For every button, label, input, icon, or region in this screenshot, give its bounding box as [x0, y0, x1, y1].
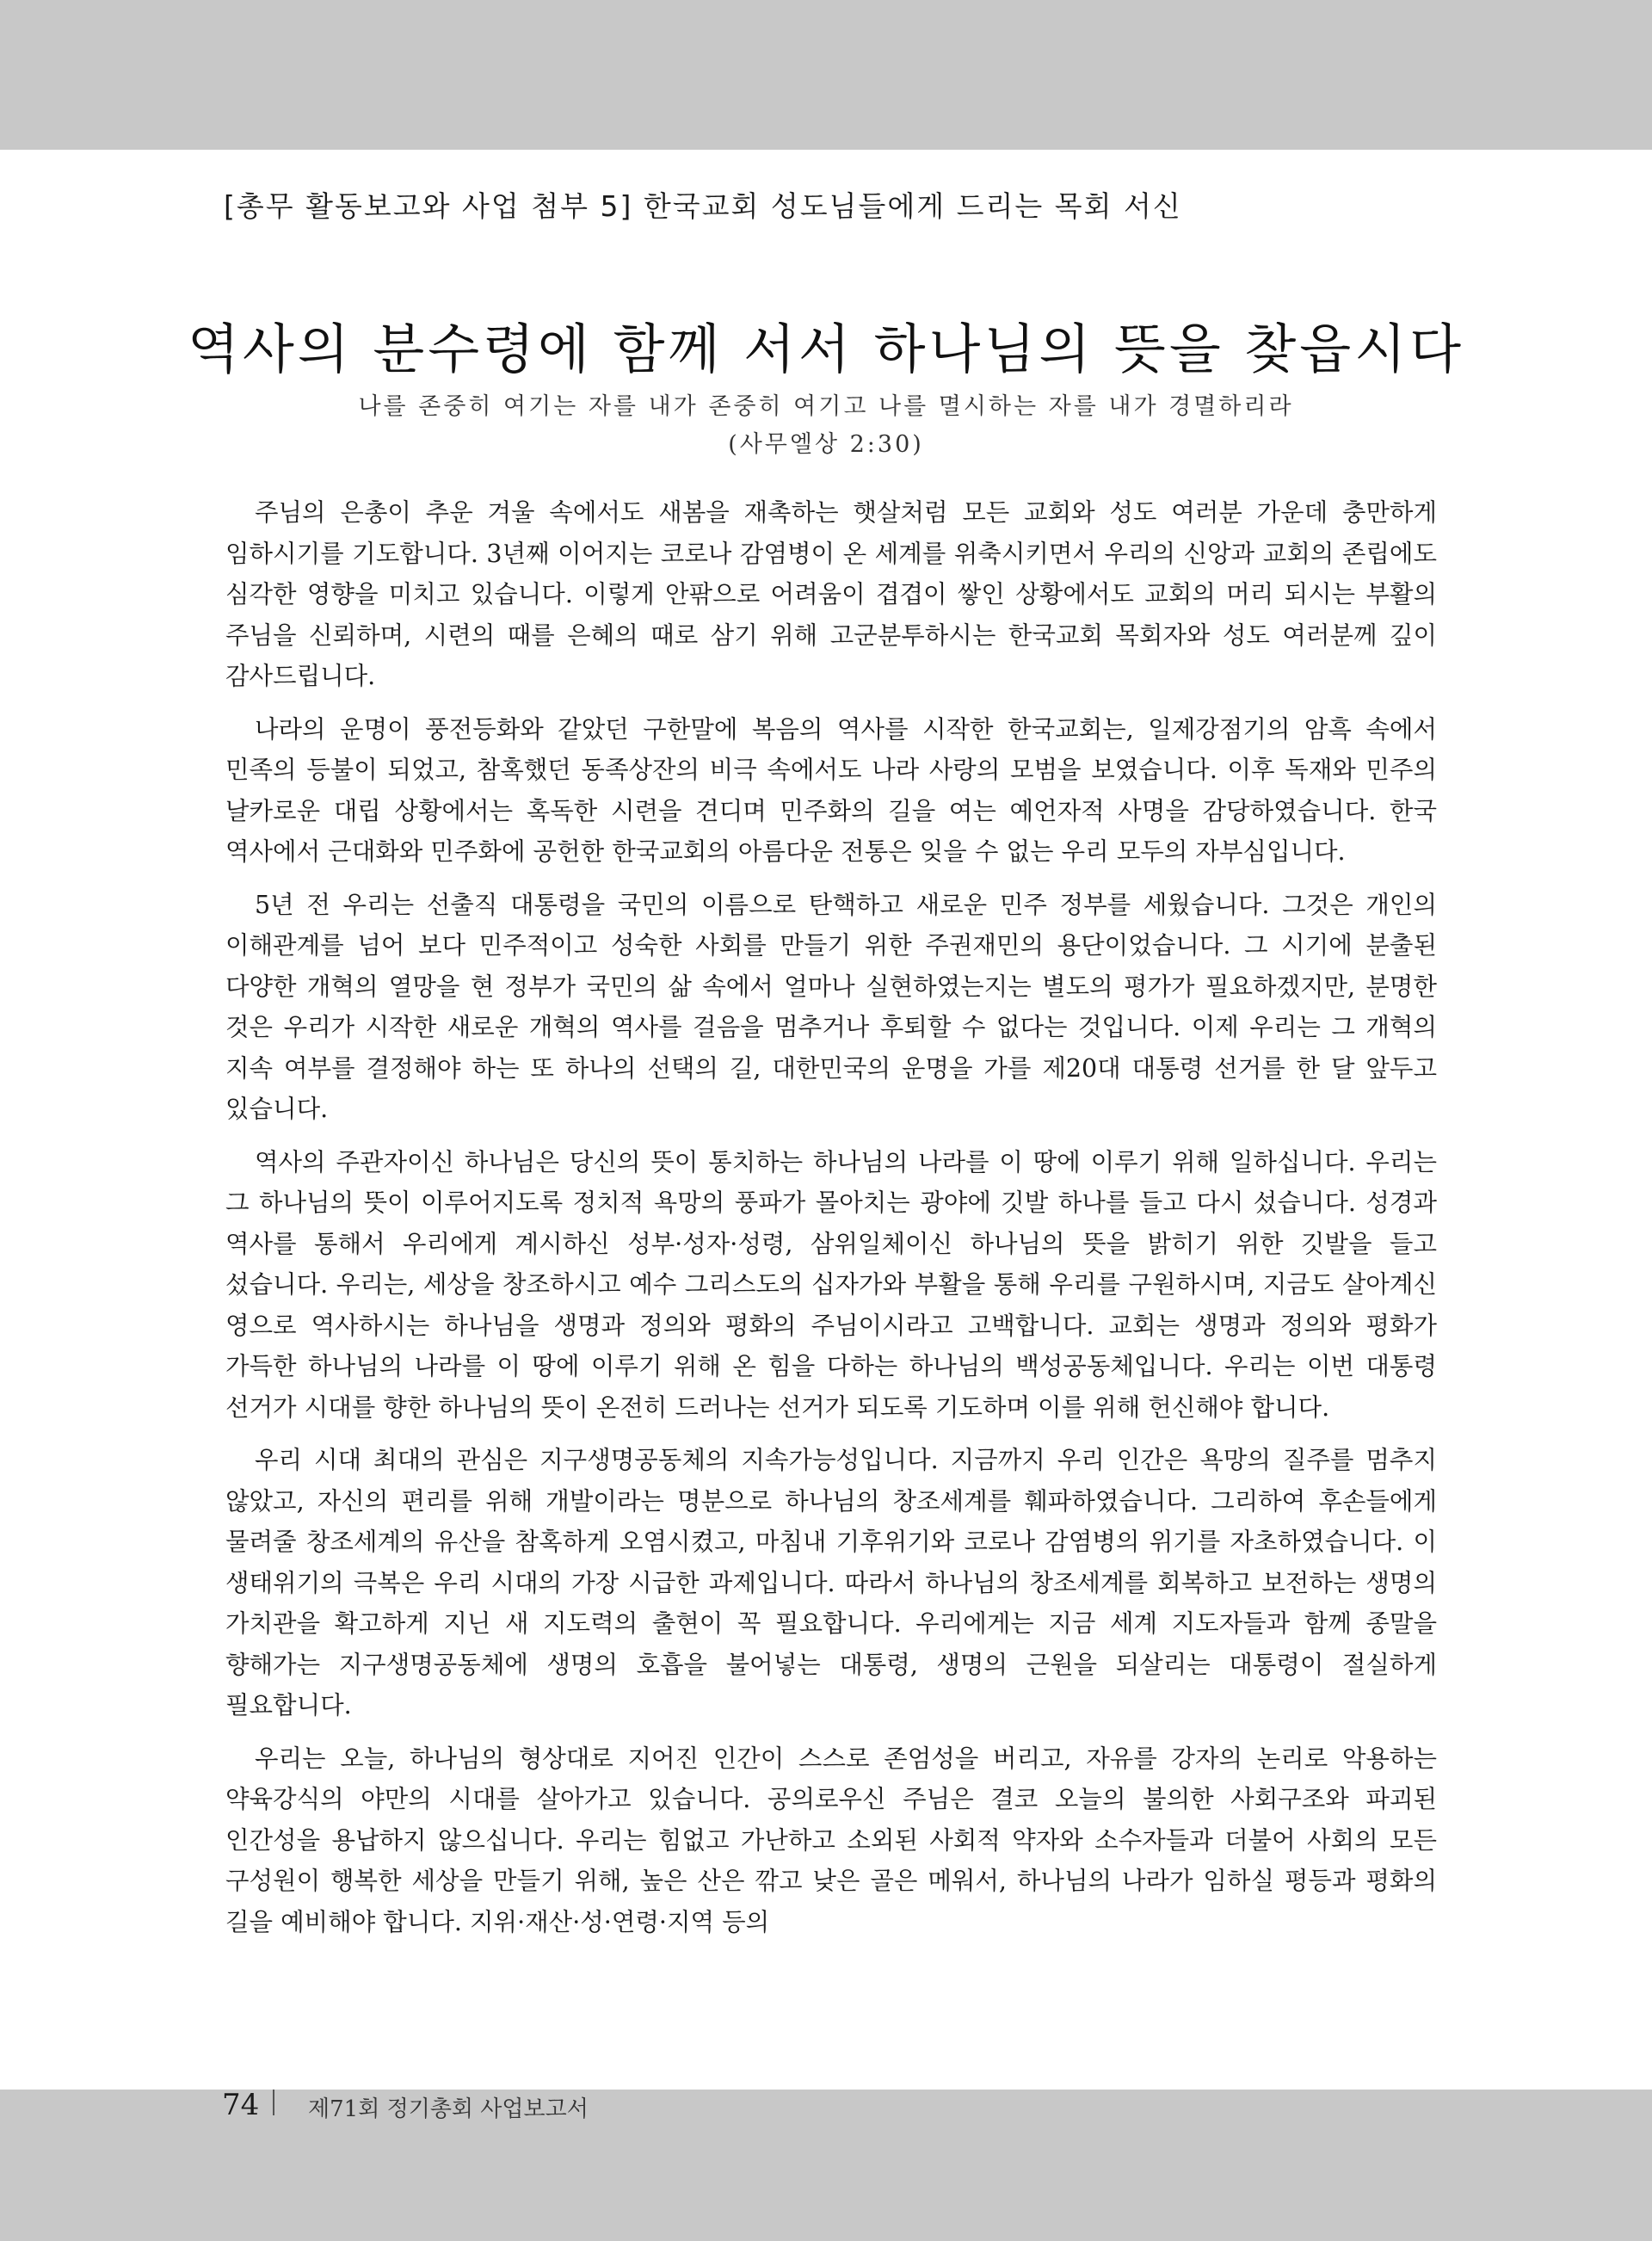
- body-paragraph: 우리는 오늘, 하나님의 형상대로 지어진 인간이 스스로 존엄성을 버리고, 자유를 강자의 논리로 악용하는 약육강식의 야만의 시대를 살아가고 있습니다. 공의로우신 주님은 결코 오늘의 불의한 사회구조와 파괴된 인간성을 용납하지 않으십니다. 우리는 힘없고 가난하고 소외된 사회적 약자와 소수자들과 더불어 사회의 모든 구성원이 행복한 세상을 만들기 위해, 높은 산은 깎고 낮은 골은 메워서, 하나님의 나라가 임하실 평등과 평화의 길을 예비해야 합니다. 지위·재산·성·연령·지역 등의: [225, 1744, 1437, 1936]
- report-title: 제71회 정기총회 사업보고서: [308, 2096, 589, 2122]
- body-paragraph: 우리 시대 최대의 관심은 지구생명공동체의 지속가능성입니다. 지금까지 우리 인간은 욕망의 질주를 멈추지 않았고, 자신의 편리를 위해 개발이라는 명분으로 하나님의 창조세계를 훼파하였습니다. 그리하여 후손들에게 물려줄 창조세계의 유산을 참혹하게 오염시켰고, 마침내 기후위기와 코로나 감염병의 위기를 자초하였습니다. 이 생태위기의 극복은 우리 시대의 가장 시급한 과제입니다. 따라서 하나님의 창조세계를 회복하고 보전하는 생명의 가치관을 확고하게 지닌 새 지도력의 출현이 꼭 필요합니다. 우리에게는 지금 세계 지도자들과 함께 종말을 향해가는 지구생명공동체에 생명의 호흡을 불어넣는 대통령, 생명의 근원을 되살리는 대통령이 절실하게 필요합니다.: [225, 1446, 1437, 1719]
- epigraph: [0, 388, 1652, 464]
- body-paragraph: 주님의 은총이 추운 겨울 속에서도 새봄을 재촉하는 햇살처럼 모든 교회와 성도 여러분 가운데 충만하게 임하시기를 기도합니다. 3년째 이어지는 코로나 감염병이 온 세계를 위축시키면서 우리의 신앙과 교회의 존립에도 심각한 영향을 미치고 있습니다. 이렇게 안팎으로 어려움이 겹겹이 쌓인 상황에서도 교회의 머리 되시는 부활의 주님을 신뢰하며, 시련의 때를 은혜의 때로 삼기 위해 고군분투하시는 한국교회 목회자와 성도 여러분께 깊이 감사드립니다.: [225, 498, 1437, 690]
- body-paragraph: 역사의 주관자이신 하나님은 당신의 뜻이 통치하는 하나님의 나라를 이 땅에 이루기 위해 일하십니다. 우리는 그 하나님의 뜻이 이루어지도록 정치적 욕망의 풍파가 몰아치는 광야에 깃발 하나를 들고 다시 섰습니다. 성경과 역사를 통해서 우리에게 계시하신 성부·성자·성령, 삼위일체이신 하나님의 뜻을 밝히기 위한 깃발을 들고 섰습니다. 우리는, 세상을 창조하시고 예수 그리스도의 십자가와 부활을 통해 우리를 구원하시며, 지금도 살아계신 영으로 역사하시는 하나님을 생명과 정의와 평화의 주님이시라고 고백합니다. 교회는 생명과 정의와 평화가 가득한 하나님의 나라를 이 땅에 이루기 위해 온 힘을 다하는 하나님의 백성공동체입니다. 우리는 이번 대통령 선거가 시대를 향한 하나님의 뜻이 온전히 드러나는 선거가 되도록 기도하며 이를 위해 헌신해야 합니다.: [225, 1147, 1437, 1422]
- page-title: 역사의 분수령에 함께 서서 하나님의 뜻을 찾읍시다: [188, 318, 1464, 380]
- epigraph-reference: (사무엘상 2:30): [728, 431, 924, 458]
- page-number: 74: [222, 2088, 260, 2122]
- footer-divider: [273, 2090, 274, 2115]
- body-paragraph: 5년 전 우리는 선출직 대통령을 국민의 이름으로 탄핵하고 새로운 민주 정부를 세웠습니다. 그것은 개인의 이해관계를 넘어 보다 민주적이고 성숙한 사회를 만들기 위한 주권재민의 용단이었습니다. 그 시기에 분출된 다양한 개혁의 열망을 현 정부가 국민의 삶 속에서 얼마나 실현하였는지는 별도의 평가가 필요하겠지만, 분명한 것은 우리가 시작한 새로운 개혁의 역사를 걸음을 멈추거나 후퇴할 수 없다는 것입니다. 이제 우리는 그 개혁의 지속 여부를 결정해야 하는 또 하나의 선택의 길, 대한민국의 운명을 가를 제20대 대통령 선거를 한 달 앞두고 있습니다.: [225, 890, 1437, 1123]
- section-label: [총무 활동보고와 사업 첨부 5] 한국교회 성도님들에게 드리는 목회 서신: [224, 189, 1182, 223]
- top-margin-band: [0, 0, 1652, 150]
- epigraph-quote: 나를 존중히 여기는 자를 내가 존중히 여기고 나를 멸시하는 자를 내가 경멸하리라: [358, 393, 1294, 420]
- letter-body: [225, 492, 1437, 1954]
- body-paragraph: 나라의 운명이 풍전등화와 같았던 구한말에 복음의 역사를 시작한 한국교회는, 일제강점기의 암흑 속에서 민족의 등불이 되었고, 참혹했던 동족상잔의 비극 속에서도 나라 사랑의 모범을 보였습니다. 이후 독재와 민주의 날카로운 대립 상황에서는 혹독한 시련을 견디며 민주화의 길을 여는 예언자적 사명을 감당하였습니다. 한국 역사에서 근대화와 민주화에 공헌한 한국교회의 아름다운 전통은 잊을 수 없는 우리 모두의 자부심입니다.: [225, 714, 1437, 866]
